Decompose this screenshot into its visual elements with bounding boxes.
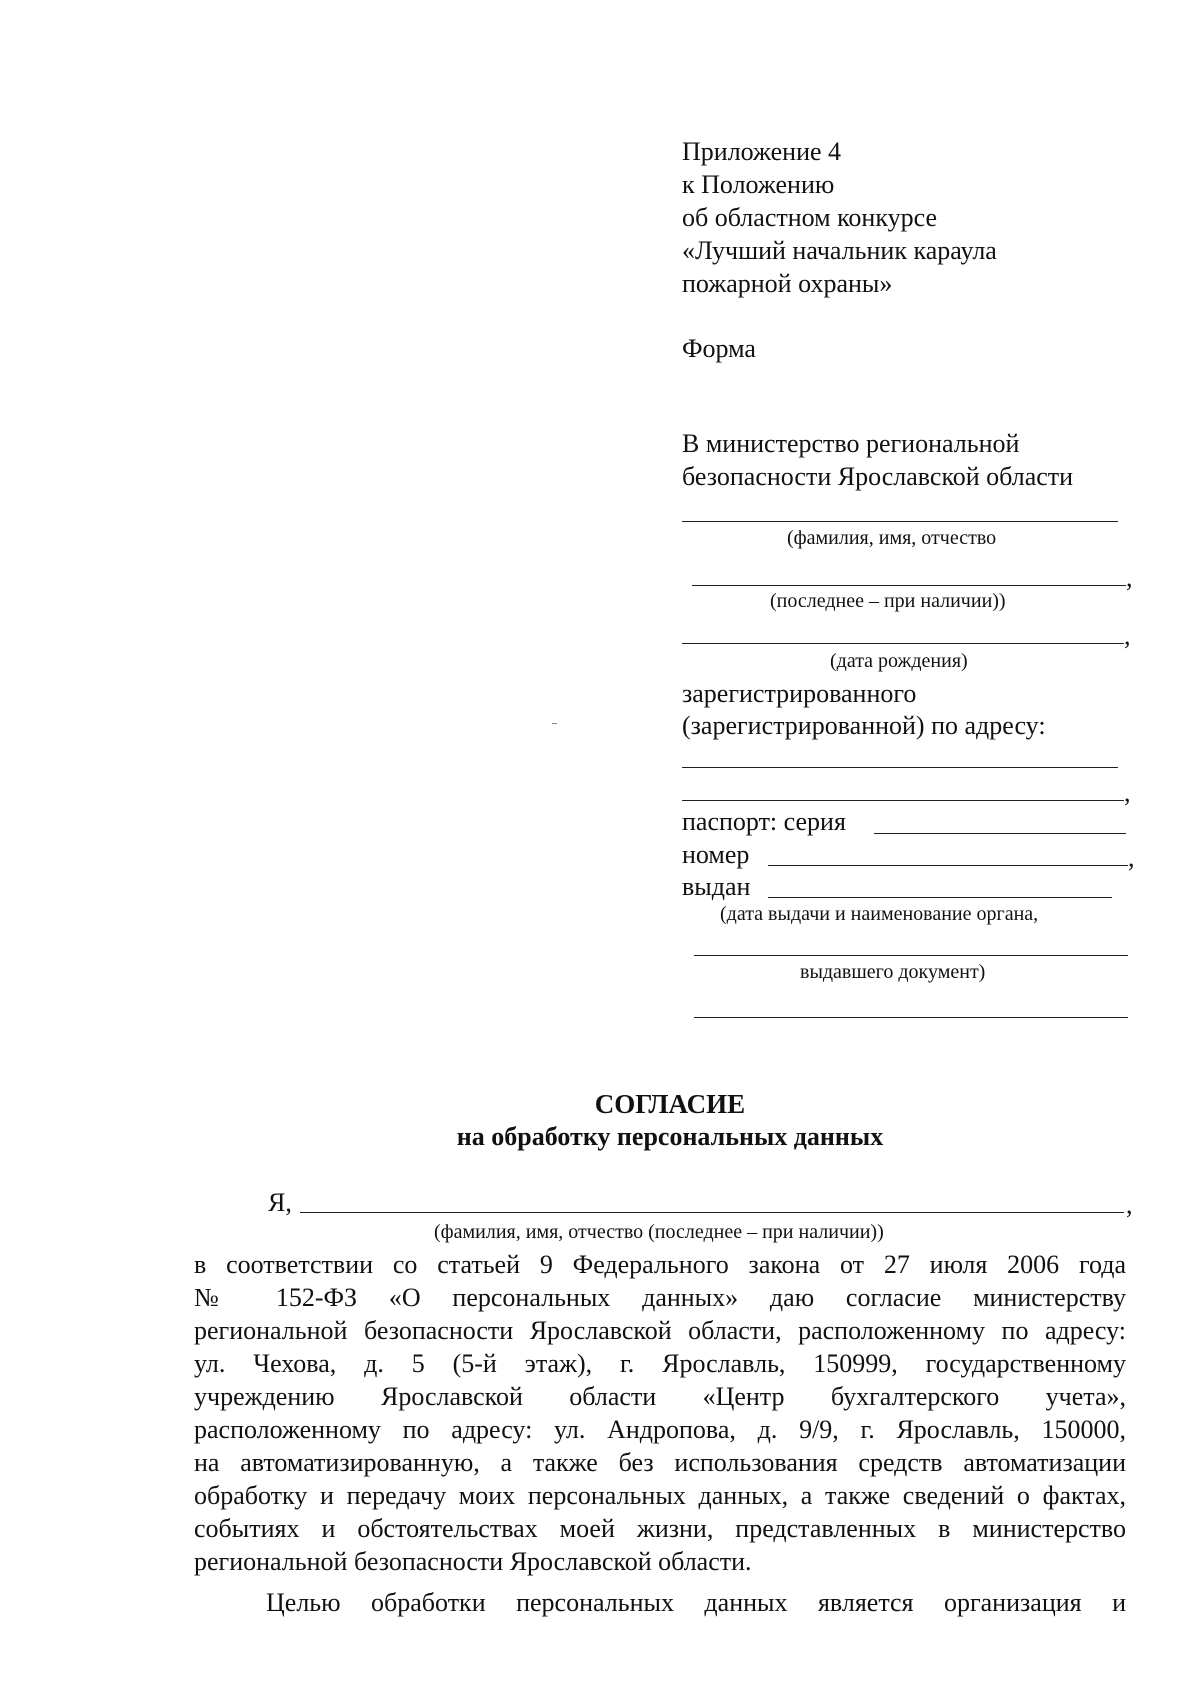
document-subtitle: на обработку персональных данных	[456, 1122, 884, 1151]
passport-number-input-line[interactable]	[768, 865, 1128, 866]
appendix-contest: об областном конкурсе	[682, 203, 937, 232]
body-line-1: в соответствии со статьей 9 Федерального закона от 27 июля 2006 года	[194, 1250, 1126, 1279]
issued-input-line-2[interactable]	[694, 955, 1128, 956]
form-label: Форма	[682, 334, 756, 363]
issued-label: выдан	[682, 872, 751, 901]
body-line-7: на автоматизированную, а также без использования средств автоматизации	[194, 1448, 1126, 1477]
body-line-10: региональной безопасности Ярославской области.	[194, 1547, 752, 1576]
comma: ,	[1128, 843, 1135, 872]
document-title: СОГЛАСИЕ	[594, 1089, 746, 1119]
body-line-2: № 152-ФЗ «О персональных данных» даю согласие министерству	[194, 1283, 1126, 1312]
comma: ,	[1126, 1190, 1133, 1219]
scan-mark	[552, 723, 557, 724]
issued-input-line[interactable]	[768, 897, 1112, 898]
fio-caption: (фамилия, имя, отчество	[787, 527, 997, 549]
comma: ,	[1124, 621, 1131, 650]
applicant-fio-caption: (фамилия, имя, отчество (последнее – при наличии))	[434, 1221, 884, 1243]
fio-input-line-2[interactable]	[692, 585, 1126, 586]
body-line-8: обработку и передачу моих персональных данных, а также сведений о фактах,	[194, 1481, 1126, 1510]
issued-caption: (дата выдачи и наименование органа,	[720, 903, 1039, 925]
appendix-contest-name: «Лучший начальник караула	[682, 236, 997, 265]
birth-date-input-line[interactable]	[682, 643, 1124, 644]
registered-address-label: (зарегистрированной) по адресу:	[682, 711, 1046, 740]
body-line-5: учреждению Ярославской области «Центр бухгалтерского учета»,	[194, 1382, 1126, 1411]
body-line-4: ул. Чехова, д. 5 (5-й этаж), г. Ярославль, 150999, государственному	[194, 1349, 1126, 1378]
registered-label: зарегистрированного	[682, 679, 917, 708]
address-input-line-1[interactable]	[682, 767, 1118, 768]
fio-input-line[interactable]	[682, 521, 1118, 522]
issued-input-line-3[interactable]	[694, 1017, 1128, 1018]
applicant-fio-input-line[interactable]	[300, 1212, 1124, 1213]
comma: ,	[1126, 563, 1133, 592]
body-line-6: расположенному по адресу: ул. Андропова, д. 9/9, г. Ярославль, 150000,	[194, 1415, 1126, 1444]
appendix-contest-name-cont: пожарной охраны»	[682, 269, 893, 298]
address-input-line-2[interactable]	[682, 800, 1124, 801]
addressee-line-1: В министерство региональной	[682, 429, 1020, 458]
fio-caption-optional: (последнее – при наличии))	[770, 590, 1006, 612]
passport-series-label: паспорт: серия	[682, 807, 846, 836]
body-paragraph-purpose: Целью обработки персональных данных является организация и	[266, 1588, 1126, 1617]
birth-date-caption: (дата рождения)	[830, 650, 968, 672]
appendix-reference: к Положению	[682, 170, 835, 199]
issued-caption-cont: выдавшего документ)	[800, 961, 986, 983]
passport-series-input-line[interactable]	[874, 833, 1126, 834]
passport-number-label: номер	[682, 840, 750, 869]
body-line-9: событиях и обстоятельствах моей жизни, представленных в министерство	[194, 1514, 1126, 1543]
ya-label: Я,	[268, 1188, 292, 1217]
appendix-number: Приложение 4	[682, 137, 842, 166]
body-line-3: региональной безопасности Ярославской области, расположенному по адресу:	[194, 1316, 1126, 1345]
addressee-line-2: безопасности Ярославской области	[682, 462, 1074, 491]
comma: ,	[1124, 778, 1131, 807]
